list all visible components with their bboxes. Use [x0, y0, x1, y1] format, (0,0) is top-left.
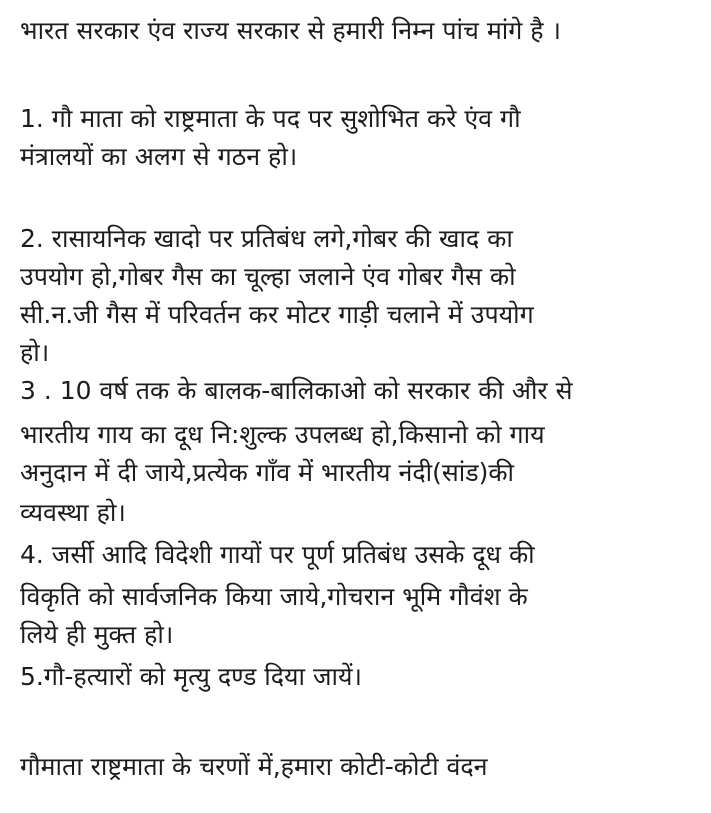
- demand-2-line-4: हो।: [20, 338, 50, 367]
- demand-2-line-1: 2. रासायनिक खादो पर प्रतिबंध लगे,गोबर की खाद का: [20, 224, 513, 253]
- demand-4-line-1: 4. जर्सी आदि विदेशी गायों पर पूर्ण प्रतिबंध उसके दूध की: [20, 540, 535, 569]
- demand-1-line-2: मंत्रालयों का अलग से गठन हो।: [20, 142, 298, 171]
- demand-1-line-1: 1. गौ माता को राष्ट्रमाता के पद पर सुशोभित करे एंव गौ: [20, 104, 521, 133]
- demand-5-line-1: 5.गौ-हत्यारों को मृत्यु दण्ड दिया जायें।: [20, 662, 362, 691]
- demand-3-line-3: अनुदान में दी जाये,प्रत्येक गाँव में भारतीय नंदी(सांड)की: [20, 458, 515, 487]
- intro-line: भारत सरकार एंव राज्य सरकार से हमारी निम्न पांच मांगे है ।: [20, 16, 561, 45]
- demand-4-line-3: लिये ही मुक्त हो।: [20, 620, 174, 649]
- demand-3-line-4: व्यवस्था हो।: [20, 498, 126, 527]
- demand-2-line-2: उपयोग हो,गोबर गैस का चूल्हा जलाने एंव गोबर गैस को: [20, 262, 516, 291]
- demand-3-line-1: 3 . 10 वर्ष तक के बालक-बालिकाओ को सरकार की और से: [20, 376, 573, 405]
- demand-2-line-3: सी.न.जी गैस में परिवर्तन कर मोटर गाड़ी चलाने में उपयोग: [20, 300, 534, 329]
- demand-4-line-2: विकृति को सार्वजनिक किया जाये,गोचरान भूमि गौवंश के: [20, 582, 528, 611]
- demand-3-line-2: भारतीय गाय का दूध नि:शुल्क उपलब्ध हो,किसानो को गाय: [20, 420, 545, 449]
- closing-line: गौमाता राष्ट्रमाता के चरणों में,हमारा कोटी-कोटी वंदन: [20, 752, 488, 781]
